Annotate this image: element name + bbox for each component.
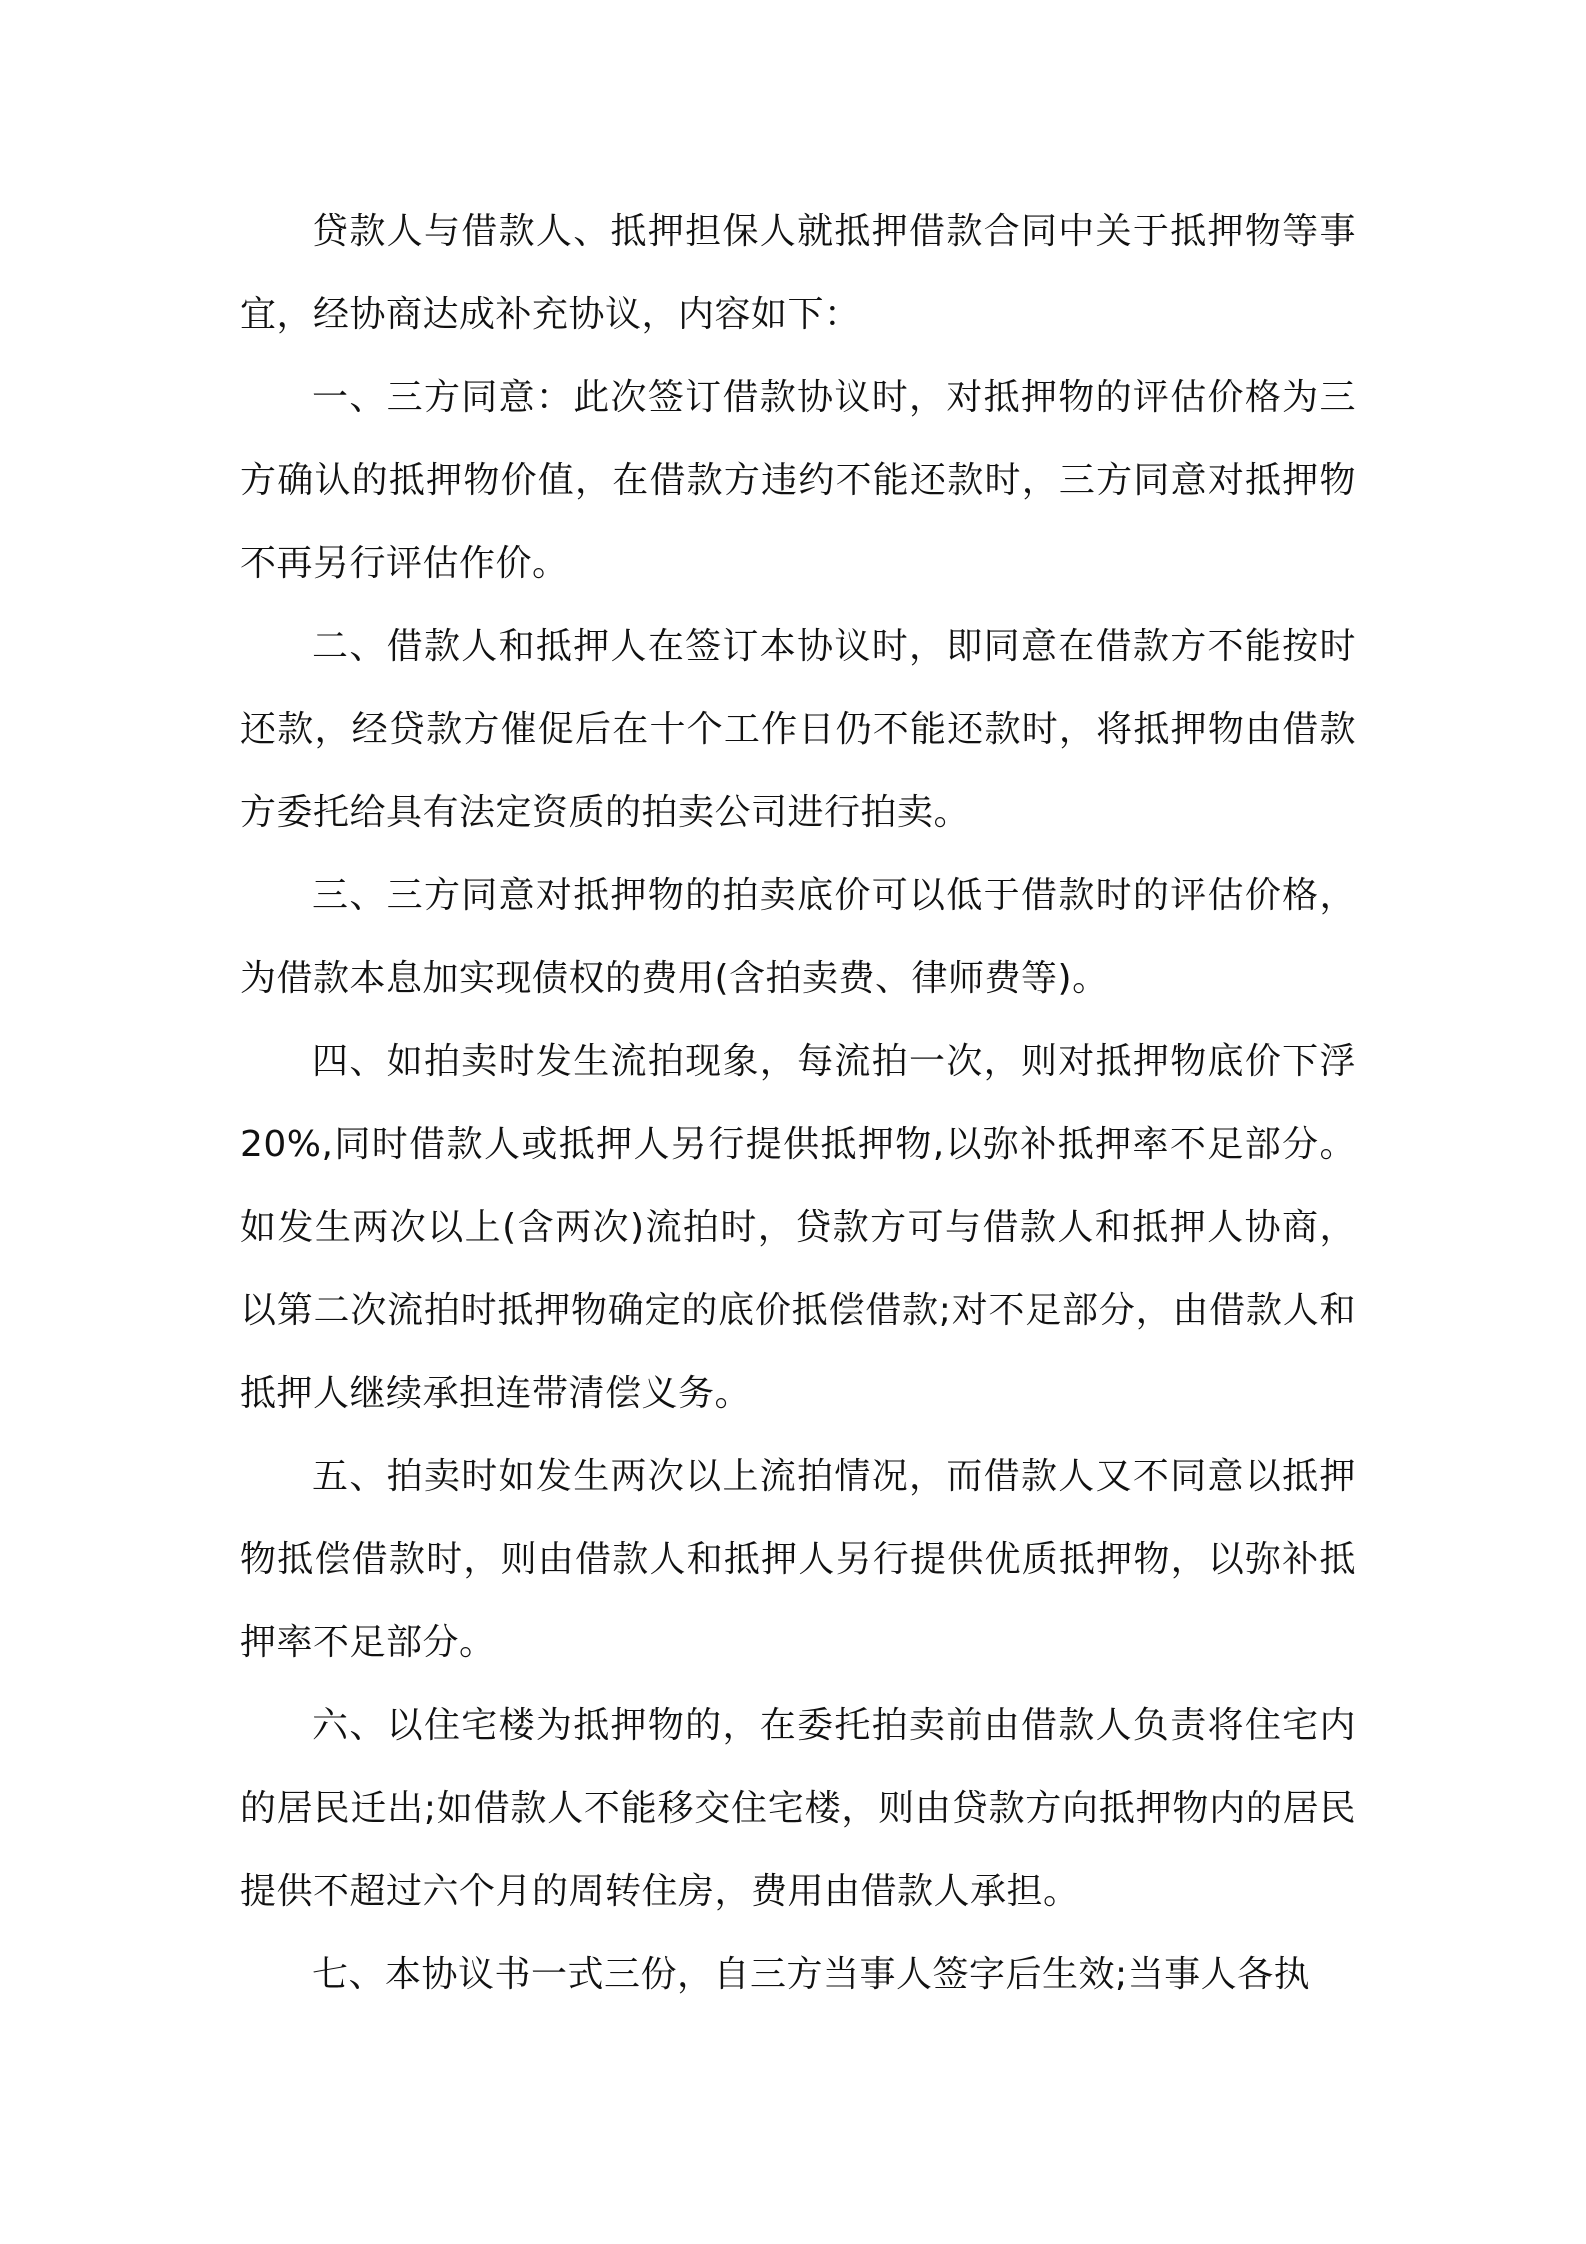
clause-1-paragraph: 一、三方同意：此次签订借款协议时，对抵押物的评估价格为三方确认的抵押物价值，在借款方违约不能还款时，三方同意对抵押物不再另行评估作价。 (240, 377, 1356, 584)
intro-paragraph: 贷款人与借款人、抵押担保人就抵押借款合同中关于抵押物等事宜，经协商达成补充协议，内容如下： (240, 211, 1356, 335)
clause-2-paragraph: 二、借款人和抵押人在签订本协议时，即同意在借款方不能按时还款，经贷款方催促后在十个工作日仍不能还款时，将抵押物由借款方委托给具有法定资质的拍卖公司进行拍卖。 (240, 626, 1356, 833)
clause-5-paragraph: 五、拍卖时如发生两次以上流拍情况，而借款人又不同意以抵押物抵偿借款时，则由借款人和抵押人另行提供优质抵押物，以弥补抵押率不足部分。 (240, 1456, 1356, 1663)
clause-3-paragraph: 三、三方同意对抵押物的拍卖底价可以低于借款时的评估价格，为借款本息加实现债权的费用(含拍卖费、律师费等)。 (240, 875, 1356, 999)
clause-4-paragraph: 四、如拍卖时发生流拍现象，每流拍一次，则对抵押物底价下浮20%,同时借款人或抵押人另行提供抵押物,以弥补抵押率不足部分。如发生两次以上(含两次)流拍时，贷款方可与借款人和抵押人协商，以第二次流拍时抵押物确定的底价抵偿借款;对不足部分，由借款人和抵押人继续承担连带清偿义务。 (240, 1041, 1356, 1414)
clause-6-paragraph: 六、以住宅楼为抵押物的，在委托拍卖前由借款人负责将住宅内的居民迁出;如借款人不能移交住宅楼，则由贷款方向抵押物内的居民提供不超过六个月的周转住房，费用由借款人承担。 (240, 1705, 1356, 1912)
clause-7-paragraph: 七、本协议书一式三份，自三方当事人签字后生效;当事人各执 (312, 1954, 1311, 1995)
document-body (240, 190, 1356, 2016)
